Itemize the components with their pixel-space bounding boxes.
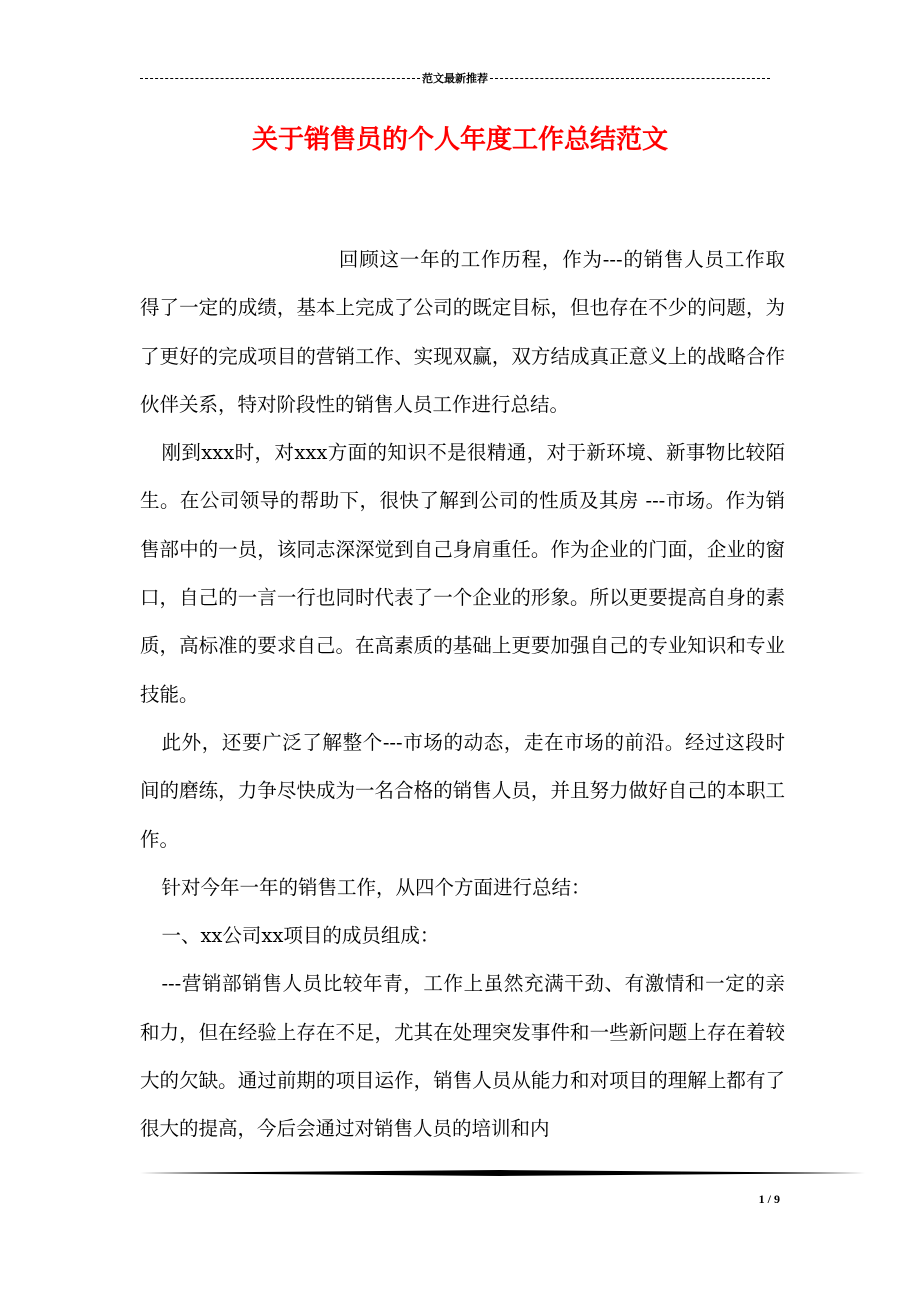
document-body — [140, 236, 785, 1154]
paragraph-arrival: 刚到xxx时，对xxx方面的知识不是很精通，对于新环境、新事物比较陌生。在公司领导的帮助下，很快了解到公司的性质及其房 ---市场。作为销售部中的一员，该同志深深觉到自己身肩重任。作为企业的门面，企业的窗口，自己的一言一行也同时代表了一个企业的形象。所以更要提高自身的素质，高标准的要求自己。在高素质的基础上更要加强自己的专业知识和专业技能。 — [140, 441, 785, 706]
footer-rule — [140, 1170, 865, 1176]
header-label: 范文最新推荐 — [422, 73, 488, 85]
paragraph-intro: 回顾这一年的工作历程，作为---的销售人员工作取得了一定的成绩，基本上完成了公司的既定目标，但也存在不少的问题，为了更好的完成项目的营销工作、实现双赢，双方结成真正意义上的战略合作伙伴关系，特对阶段性的销售人员工作进行总结。 — [140, 248, 785, 416]
section-heading-one: 一、xx公司xx项目的成员组成： — [161, 924, 440, 948]
page-header — [140, 70, 770, 86]
paragraph-summary-intro: 针对今年一年的销售工作，从四个方面进行总结： — [161, 875, 591, 899]
header-dash-right — [490, 78, 770, 79]
document-title: 关于销售员的个人年度工作总结范文 — [251, 125, 668, 155]
paragraph-team: ---营销部销售人员比较年青，工作上虽然充满干劲、有激情和一定的亲和力，但在经验上存在不足，尤其在处理突发事件和一些新问题上存在着较大的欠缺。通过前期的项目运作，销售人员从能力和对项目的理解上都有了很大的提高，今后会通过对销售人员的培训和内 — [140, 972, 785, 1141]
paragraph-market: 此外，还要广泛了解整个---市场的动态，走在市场的前沿。经过这段时间的磨练，力争尽快成为一名合格的销售人员，并且努力做好自己的本职工作。 — [140, 730, 785, 851]
header-dash-left — [140, 78, 420, 79]
page-number: 1 / 9 — [758, 1192, 780, 1206]
